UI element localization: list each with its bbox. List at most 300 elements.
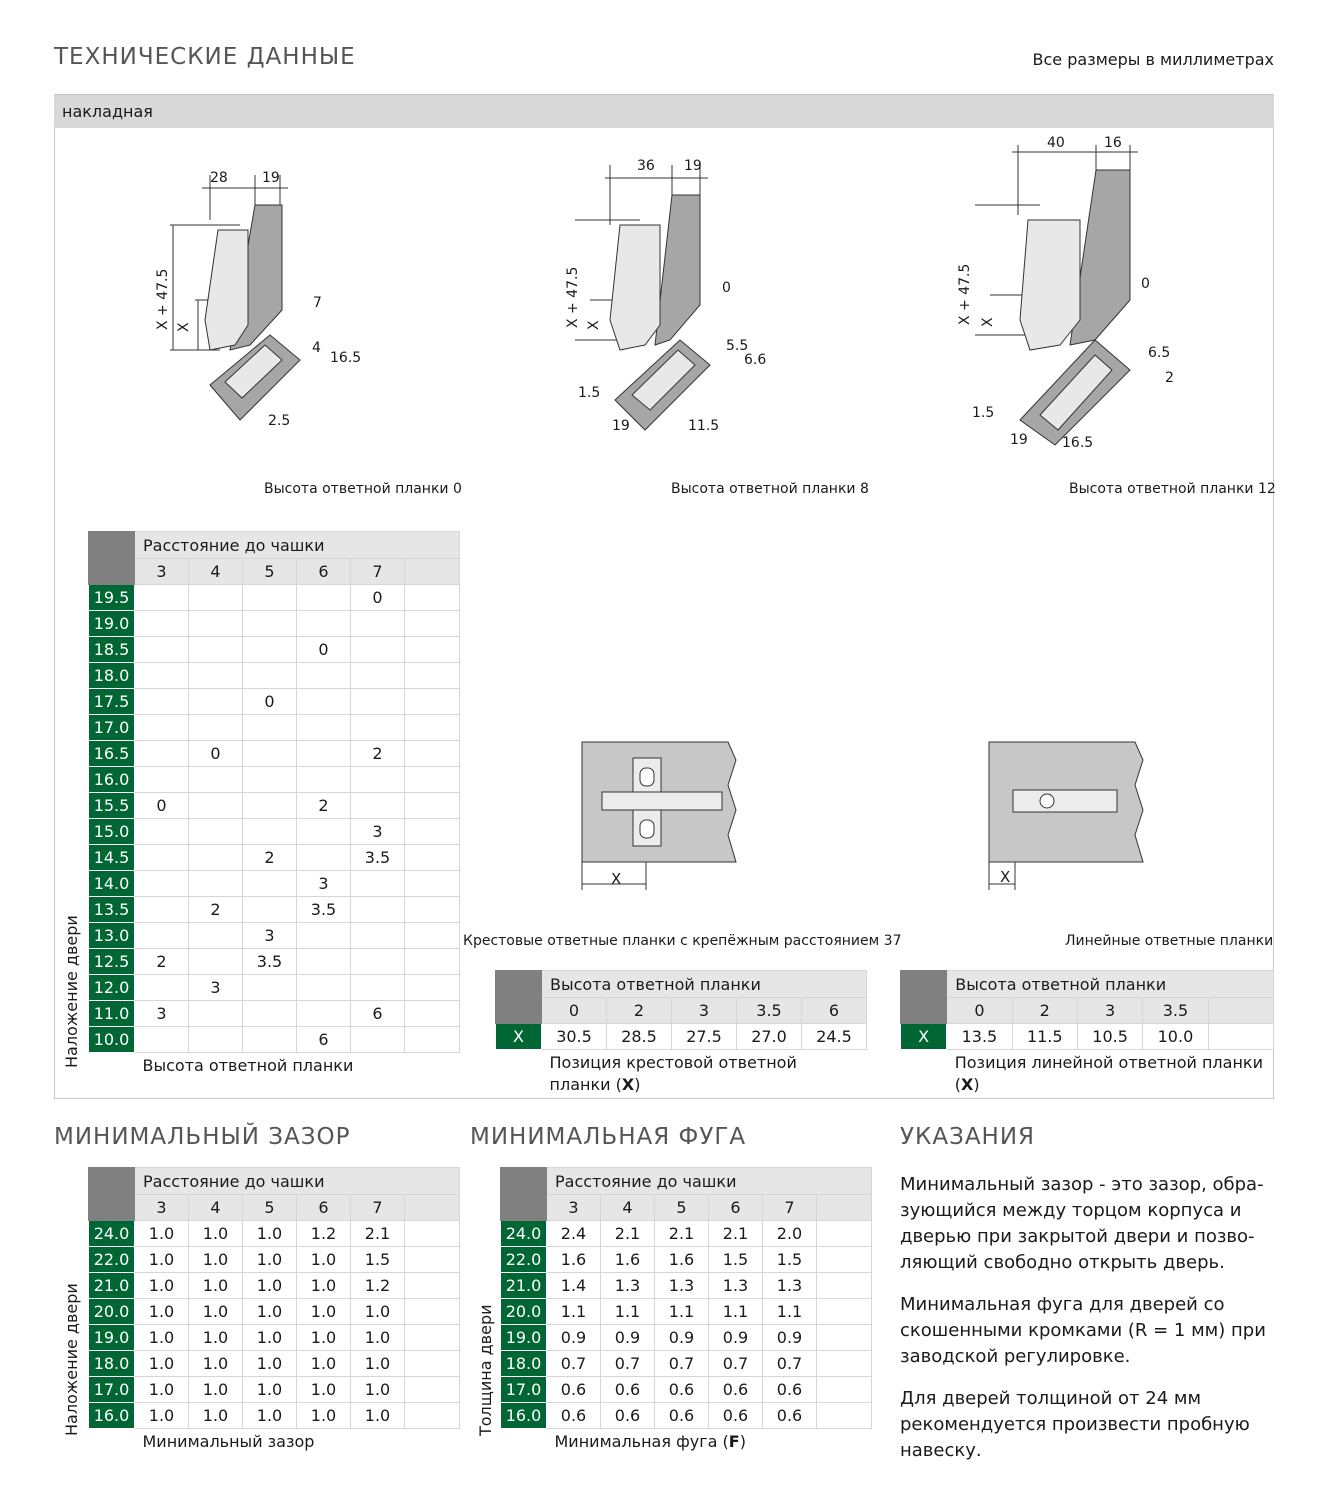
table-cell	[135, 1027, 189, 1053]
linear-plate-table-footer: Позиция линейной ответной планки (X)	[954, 1053, 1263, 1094]
table-cell: 27.0	[737, 1024, 802, 1050]
table-cell: 2	[243, 845, 297, 871]
table-cell-empty	[405, 1001, 460, 1027]
table-cell	[297, 689, 351, 715]
table-cell: 1.6	[601, 1247, 655, 1273]
table-footer: Высота ответной планки	[142, 1056, 354, 1076]
dim-2-x: X	[586, 320, 602, 330]
table-cell: 3.5	[297, 897, 351, 923]
table-cell: 6	[297, 1027, 351, 1053]
table-cell	[351, 793, 405, 819]
table-cell-empty	[817, 1299, 872, 1325]
table-cell: 0.9	[601, 1325, 655, 1351]
table-cell	[297, 949, 351, 975]
row-header: 17.0	[501, 1377, 547, 1403]
dim-3-f: 16.5	[1062, 435, 1094, 451]
table-cell: 0	[351, 585, 405, 611]
min-fuga-footer: Минимальная фуга (F)	[554, 1432, 746, 1452]
table-cell: 28.5	[607, 1024, 672, 1050]
table-cell	[351, 611, 405, 637]
table-cell	[297, 975, 351, 1001]
table-cell-empty	[405, 689, 460, 715]
table-cell: 6	[351, 1001, 405, 1027]
table-corner	[89, 532, 135, 585]
row-header: 18.0	[501, 1351, 547, 1377]
table-cell	[297, 715, 351, 741]
table-cell-empty	[405, 585, 460, 611]
table-cell: 0.9	[763, 1325, 817, 1351]
column-header: 5	[655, 1195, 709, 1221]
column-header: 3	[135, 559, 189, 585]
table-cell	[135, 975, 189, 1001]
drawing-2-caption: Высота ответной планки 8	[671, 481, 869, 497]
table-cell: 1.5	[709, 1247, 763, 1273]
table-cell	[189, 845, 243, 871]
table-cell: 0.9	[709, 1325, 763, 1351]
dim-3-a: 40	[1047, 135, 1065, 151]
row-header: 22.0	[501, 1247, 547, 1273]
row-header: 19.0	[89, 611, 135, 637]
dim-2-x47: X + 47.5	[565, 266, 581, 328]
table-cell-empty	[405, 1221, 460, 1247]
row-header: 16.0	[89, 1403, 135, 1429]
cross-plate-x: X	[611, 870, 622, 888]
table-cell	[135, 871, 189, 897]
table-cell: 2.1	[655, 1221, 709, 1247]
row-header: 14.5	[89, 845, 135, 871]
table-cell: 1.3	[709, 1273, 763, 1299]
row-header: 10.0	[89, 1027, 135, 1053]
table-cell	[351, 767, 405, 793]
table-cell-empty	[405, 897, 460, 923]
table-cell-empty	[405, 871, 460, 897]
min-fuga-header: Расстояние до чашки	[547, 1168, 872, 1195]
table-cell: 1.3	[763, 1273, 817, 1299]
table-cell: 1.0	[351, 1351, 405, 1377]
column-spacer	[405, 559, 460, 585]
dim-2-f: 11.5	[688, 418, 720, 434]
table-cell	[351, 637, 405, 663]
note-line: рекомендуется произвести пробную	[900, 1414, 1250, 1435]
table-cell: 0.9	[547, 1325, 601, 1351]
table-cell: 3.5	[351, 845, 405, 871]
notes-title: УКАЗАНИЯ	[900, 1124, 1036, 1150]
dim-1-c: 7	[313, 295, 322, 311]
table-cell	[243, 611, 297, 637]
table-cell-empty	[405, 1325, 460, 1351]
table-cell: 3	[297, 871, 351, 897]
table-cell: 1.2	[297, 1221, 351, 1247]
table-cell: 10.0	[1143, 1024, 1208, 1050]
table-cell-empty	[405, 1247, 460, 1273]
row-header: 22.0	[89, 1247, 135, 1273]
table-cell: 1.5	[351, 1247, 405, 1273]
table-cell-empty	[405, 845, 460, 871]
row-header: 12.5	[89, 949, 135, 975]
note-paragraph	[900, 1292, 1280, 1370]
table-cell: 1.0	[135, 1377, 189, 1403]
table-cell	[243, 819, 297, 845]
row-header: 21.0	[89, 1273, 135, 1299]
row-header: 13.5	[89, 897, 135, 923]
column-header: 6	[297, 559, 351, 585]
table-cell: 0	[243, 689, 297, 715]
table-cell: 1.0	[189, 1403, 243, 1429]
dim-2-h: 19	[612, 418, 630, 434]
dim-2-a: 36	[637, 158, 655, 174]
table-cell: 24.5	[802, 1024, 867, 1050]
dim-3-g: 1.5	[972, 405, 995, 421]
dim-1-e: 16.5	[330, 350, 362, 366]
dim-3-c: 0	[1141, 276, 1150, 292]
table-cell	[297, 585, 351, 611]
table-cell	[135, 923, 189, 949]
row-header: 16.0	[501, 1403, 547, 1429]
table-cell: 1.0	[243, 1325, 297, 1351]
table-cell	[297, 663, 351, 689]
table-cell	[243, 1001, 297, 1027]
table-row	[89, 741, 460, 767]
row-header: 11.0	[89, 1001, 135, 1027]
overlay-table	[88, 531, 460, 1079]
table-row	[501, 1299, 872, 1325]
dim-2-d: 5.5	[726, 338, 749, 354]
table-cell: 1.0	[297, 1273, 351, 1299]
table-cell	[135, 585, 189, 611]
table-cell	[351, 663, 405, 689]
linear-plate-table	[900, 970, 1274, 1096]
row-header: 15.0	[89, 819, 135, 845]
table-cell-empty	[405, 1027, 460, 1053]
table-cell	[189, 767, 243, 793]
column-header: 7	[763, 1195, 817, 1221]
table-cell: 1.0	[135, 1325, 189, 1351]
table-cell: 11.5	[1012, 1024, 1077, 1050]
column-header: 3.5	[1143, 998, 1208, 1024]
column-header: 3.5	[737, 998, 802, 1024]
table-row	[501, 1273, 872, 1299]
table-cell	[243, 897, 297, 923]
table-cell	[189, 715, 243, 741]
cross-plate-table-footer: Позиция крестовой ответной планки (X)	[549, 1053, 797, 1094]
hinge-drawing-3	[960, 140, 1200, 460]
table-cell: 30.5	[542, 1024, 607, 1050]
table-row	[89, 1377, 460, 1403]
table-row	[501, 1325, 872, 1351]
row-header: 24.0	[501, 1221, 547, 1247]
table-cell: 0.6	[601, 1403, 655, 1429]
table-row	[89, 585, 460, 611]
table-cell: 0.7	[547, 1351, 601, 1377]
dim-3-b: 16	[1104, 135, 1122, 151]
table-cell-empty	[405, 637, 460, 663]
table-cell-empty	[405, 949, 460, 975]
table-row	[89, 897, 460, 923]
row-header: 18.0	[89, 1351, 135, 1377]
linear-plate-table-header: Высота ответной планки	[947, 971, 1274, 998]
table-cell: 0.7	[655, 1351, 709, 1377]
table-cell: 0.9	[655, 1325, 709, 1351]
table-row	[501, 1351, 872, 1377]
row-header: 15.5	[89, 793, 135, 819]
column-header: 3	[547, 1195, 601, 1221]
table-row	[89, 689, 460, 715]
table-row	[89, 871, 460, 897]
table-row	[89, 611, 460, 637]
cross-plate-row-label: X	[496, 1024, 542, 1050]
row-header: 20.0	[501, 1299, 547, 1325]
table-row	[89, 949, 460, 975]
min-gap-header: Расстояние до чашки	[135, 1168, 460, 1195]
table-cell: 1.0	[351, 1403, 405, 1429]
table-cell: 1.0	[135, 1247, 189, 1273]
table-cell-empty	[405, 819, 460, 845]
table-cell: 1.4	[547, 1273, 601, 1299]
table-cell: 0	[297, 637, 351, 663]
section-label: накладная	[62, 102, 153, 121]
table-cell: 1.0	[243, 1273, 297, 1299]
table-cell: 1.0	[351, 1377, 405, 1403]
table-cell-empty	[405, 1377, 460, 1403]
dim-2-b: 19	[684, 158, 702, 174]
table-cell	[135, 819, 189, 845]
table-cell: 0	[189, 741, 243, 767]
table-cell	[189, 663, 243, 689]
table-cell	[243, 871, 297, 897]
table-cell-empty	[405, 975, 460, 1001]
table-cell-empty	[405, 923, 460, 949]
table-row	[89, 1027, 460, 1053]
table-cell: 10.5	[1077, 1024, 1142, 1050]
table-cell	[135, 611, 189, 637]
dim-1-b: 19	[262, 170, 280, 186]
column-header: 6	[709, 1195, 763, 1221]
table-cell: 3.5	[243, 949, 297, 975]
table-cell: 0.6	[547, 1377, 601, 1403]
note-paragraph	[900, 1386, 1280, 1464]
dim-2-g: 1.5	[578, 385, 601, 401]
row-header: 12.0	[89, 975, 135, 1001]
table-cell	[297, 819, 351, 845]
table-row	[89, 1221, 460, 1247]
table-cell	[351, 871, 405, 897]
note-line: Минимальный зазор - это зазор, обра-	[900, 1174, 1264, 1195]
table-row	[89, 1403, 460, 1429]
table-cell: 2	[297, 793, 351, 819]
table-row	[501, 1377, 872, 1403]
table-cell: 1.0	[189, 1351, 243, 1377]
table-cell: 1.0	[243, 1221, 297, 1247]
table-cell: 1.0	[135, 1273, 189, 1299]
table-cell	[189, 611, 243, 637]
cross-plate-caption: Крестовые ответные планки с крепёжным расстоянием 37	[463, 933, 902, 949]
table-cell-empty	[405, 1403, 460, 1429]
column-header: 0	[947, 998, 1012, 1024]
row-header: 17.0	[89, 715, 135, 741]
table-cell-empty	[817, 1247, 872, 1273]
table-cell	[189, 1001, 243, 1027]
table-row	[89, 1273, 460, 1299]
table-cell-empty	[405, 715, 460, 741]
dim-2-e: 6.6	[744, 352, 767, 368]
table-cell-empty	[817, 1403, 872, 1429]
table-cell: 3	[135, 1001, 189, 1027]
table-cell	[135, 663, 189, 689]
table-cell: 1.0	[189, 1221, 243, 1247]
table-cell	[351, 949, 405, 975]
table-cell-empty	[405, 741, 460, 767]
table-row	[89, 1001, 460, 1027]
table-cell: 0.7	[601, 1351, 655, 1377]
table-cell: 0.6	[763, 1403, 817, 1429]
table-cell	[189, 871, 243, 897]
table-cell: 1.0	[243, 1299, 297, 1325]
table-cell	[297, 741, 351, 767]
table-cell: 1.6	[547, 1247, 601, 1273]
table-cell: 1.0	[189, 1247, 243, 1273]
table-cell: 0.6	[763, 1377, 817, 1403]
section-band	[54, 94, 1274, 128]
table-cell: 1.0	[297, 1325, 351, 1351]
column-header: 3	[135, 1195, 189, 1221]
table-cell-empty	[817, 1273, 872, 1299]
table-cell	[243, 715, 297, 741]
row-header: 18.5	[89, 637, 135, 663]
table-cell-empty	[405, 1351, 460, 1377]
min-gap-title: МИНИМАЛЬНЫЙ ЗАЗОР	[54, 1124, 351, 1150]
table-cell: 1.3	[601, 1273, 655, 1299]
table-cell	[351, 1027, 405, 1053]
table-cell	[243, 975, 297, 1001]
table-cell: 1.0	[135, 1221, 189, 1247]
table-cell	[135, 637, 189, 663]
table-cell: 0.7	[709, 1351, 763, 1377]
dim-1-f: 2.5	[268, 413, 291, 429]
units-note: Все размеры в миллиметрах	[1032, 50, 1274, 69]
table-cell: 1.0	[243, 1351, 297, 1377]
column-spacer	[817, 1195, 872, 1221]
column-header: 2	[607, 998, 672, 1024]
table-cell	[297, 1001, 351, 1027]
table-cell: 2	[189, 897, 243, 923]
dim-3-e: 2	[1165, 370, 1174, 386]
table-cell: 1.0	[135, 1403, 189, 1429]
table-cell-empty	[405, 611, 460, 637]
row-header: 16.0	[89, 767, 135, 793]
table-row	[501, 1403, 872, 1429]
table-cell: 1.0	[297, 1351, 351, 1377]
dim-3-x47: X + 47.5	[957, 263, 973, 325]
min-gap-table	[88, 1167, 460, 1455]
column-header: 3	[672, 998, 737, 1024]
hinge-drawing-1	[140, 150, 480, 450]
table-cell	[189, 819, 243, 845]
table-cell: 1.0	[243, 1247, 297, 1273]
table-cell: 1.0	[297, 1299, 351, 1325]
linear-plate-caption: Линейные ответные планки	[1065, 933, 1274, 949]
column-header: 4	[189, 1195, 243, 1221]
column-spacer	[1208, 998, 1273, 1024]
table-cell: 0.7	[763, 1351, 817, 1377]
table-row	[89, 663, 460, 689]
row-header: 19.0	[89, 1325, 135, 1351]
column-header: 0	[542, 998, 607, 1024]
cross-plate-image	[578, 740, 748, 900]
table-cell: 0.6	[709, 1403, 763, 1429]
table-cell	[189, 923, 243, 949]
table-cell: 3	[351, 819, 405, 845]
table-cell: 1.0	[351, 1325, 405, 1351]
table-cell	[243, 793, 297, 819]
table-cell-empty	[817, 1377, 872, 1403]
dim-2-c: 0	[722, 280, 731, 296]
column-header: 6	[297, 1195, 351, 1221]
row-header: 13.0	[89, 923, 135, 949]
hinge-drawing-2	[560, 150, 800, 450]
drawing-3-caption: Высота ответной планки 12	[1069, 481, 1276, 497]
table-cell: 1.6	[655, 1247, 709, 1273]
note-line: дверью при закрытой двери и позво-	[900, 1226, 1255, 1247]
row-header: 19.0	[501, 1325, 547, 1351]
table-row	[89, 923, 460, 949]
table-cell-empty	[817, 1325, 872, 1351]
row-header: 19.5	[89, 585, 135, 611]
table-cell	[351, 923, 405, 949]
table-cell: 1.3	[655, 1273, 709, 1299]
table-cell	[189, 637, 243, 663]
column-header: 4	[601, 1195, 655, 1221]
drawing-1-caption: Высота ответной планки 0	[264, 481, 462, 497]
row-header: 16.5	[89, 741, 135, 767]
table-cell-empty	[817, 1221, 872, 1247]
column-header: 3	[1077, 998, 1142, 1024]
table-cell	[189, 793, 243, 819]
row-header: 17.0	[89, 1377, 135, 1403]
table-cell: 2	[135, 949, 189, 975]
table-cell	[297, 923, 351, 949]
table-cell: 1.0	[189, 1325, 243, 1351]
column-header: 2	[1012, 998, 1077, 1024]
table-cell	[351, 897, 405, 923]
table-cell-empty	[405, 1299, 460, 1325]
table-cell: 3	[189, 975, 243, 1001]
column-header: 6	[802, 998, 867, 1024]
table-row	[89, 767, 460, 793]
table-cell	[297, 845, 351, 871]
note-paragraph	[900, 1172, 1280, 1276]
table-row	[89, 1299, 460, 1325]
table-cell	[135, 897, 189, 923]
table-cell	[189, 949, 243, 975]
table-row	[89, 975, 460, 1001]
linear-plate-row-label: X	[901, 1024, 947, 1050]
table-cell	[243, 637, 297, 663]
min-fuga-title: МИНИМАЛЬНАЯ ФУГА	[470, 1124, 747, 1150]
table-cell: 1.0	[297, 1377, 351, 1403]
table-cell: 0.6	[601, 1377, 655, 1403]
table-cell	[135, 689, 189, 715]
table-row	[89, 715, 460, 741]
page-title: ТЕХНИЧЕСКИЕ ДАННЫЕ	[54, 44, 356, 70]
table-cell: 1.1	[547, 1299, 601, 1325]
table-cell: 1.0	[351, 1299, 405, 1325]
note-line: Минимальная фуга для дверей со	[900, 1294, 1225, 1315]
table-cell	[243, 741, 297, 767]
min-fuga-table	[500, 1167, 872, 1455]
table-cell: 1.0	[297, 1247, 351, 1273]
table-cell	[135, 845, 189, 871]
dim-1-d: 4	[312, 340, 321, 356]
